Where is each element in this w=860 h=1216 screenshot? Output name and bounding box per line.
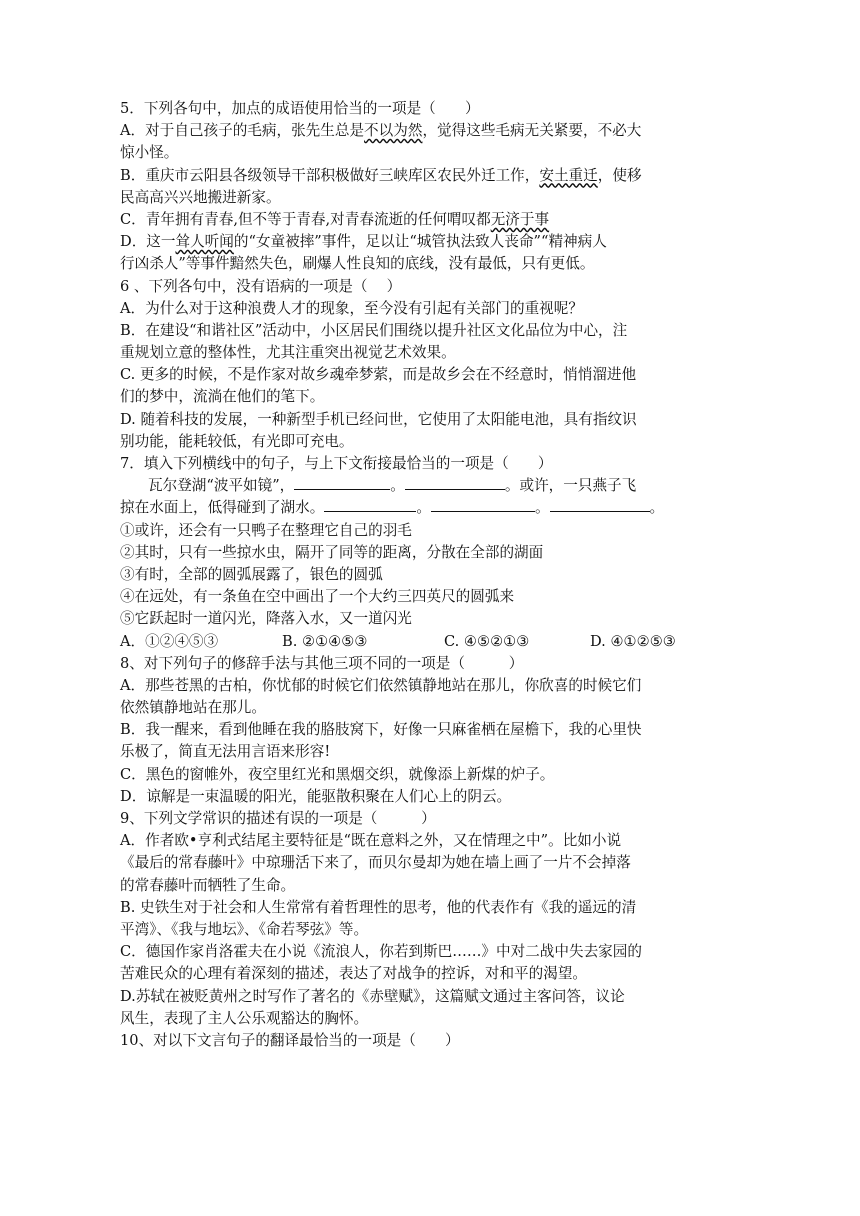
q9-option-b-line2: 平湾》、《我与地坛》、《命若琴弦》等。 [120,920,369,938]
q6-option-b-line1: B．在建设“和谐社区”活动中，小区居民们围绕以提升社区文化品位为中心，注 [120,321,628,339]
q5-c-idiom: 无济于事 [490,210,550,228]
q7-blank-2 [405,475,505,490]
q6-option-a: A．为什么对于这种浪费人才的现象，至今没有引起有关部门的重视呢？ [120,299,583,317]
q6-option-d-line2: 别功能，能耗较低，有光即可充电。 [120,432,354,450]
q7-sentence-1: ①或许，还会有一只鸭子在整理它自己的羽毛 [120,521,412,539]
q7-blank-5 [550,497,650,512]
q6-option-b-line2: 重规划立意的整体性，尤其注重突出视觉艺术效果。 [120,344,456,362]
q5-d-idiom: 耸人听闻 [175,233,234,251]
q7-passage-text-post: 。或许，一只燕子飞 [504,477,637,495]
q9-option-a-line2: 《最后的常春藤叶》中琼珊活下来了，而贝尔曼却为她在墙上画了一片不会掉落 [120,854,631,872]
document-page [120,98,738,1052]
q7-passage-text-2: 掠在水面上，低得碰到了湖水。 [120,499,325,517]
q5-b-text: B．重庆市云阳县各级领导干部积极做好三峡库区农民外迁工作， [120,166,540,184]
q5-option-c [120,209,738,231]
q6-option-c-line2: 们的梦中，流淌在他们的笔下。 [120,388,325,406]
q7-sentence-4: ④在远处，有一条鱼在空中画出了一个大约三四英尺的圆弧来 [120,588,515,606]
q10-stem: 10、对以下文言句子的翻译最恰当的一项是（ ） [120,1031,460,1049]
q7-period: 。 [534,499,550,517]
q7-period: 。 [390,477,405,495]
q7-sentence-2: ②其时，只有一些掠水虫，隔开了同等的距离，分散在全部的湖面 [120,543,544,561]
q8-option-a-line2: 依然镇静地站在那儿。 [120,699,266,717]
q9-option-d-line2: 风生，表现了主人公乐观豁达的胸怀。 [120,1009,369,1027]
q5-a-text-post: ，觉得这些毛病无关紧要，不必大 [422,122,642,140]
q9-stem: 9、下列文学常识的描述有误的一项是（ ） [120,810,436,827]
q8-option-c: C．黑色的窗帷外，夜空里红光和黑烟交织，就像添上新煤的炉子。 [120,765,555,783]
q7-option-a: A．①②④⑤③ [120,632,219,650]
q7-options [120,631,738,653]
q5-b-text-post: ，使移 [597,166,642,184]
q8-stem: 8、对下列句子的修辞手法与其他三项不同的一项是（ ） [120,654,524,672]
q7-passage-line2 [120,497,738,519]
q9-option-b-line1: B. 史铁生对于社会和人生常常有着哲理性的思考，他的代表作有《我的遥远的清 [120,898,637,916]
q7-passage-text: 瓦尔登湖“波平如镜”， [148,477,295,495]
q7-option-c: C. ④⑤②①③ [444,632,530,650]
q5-option-b-line2: 民高高兴兴地搬进新家。 [120,188,281,206]
q5-option-a-line1 [120,120,738,142]
q9-option-a-line1: A．作者欧•亨利式结尾主要特征是“既在意料之外，又在情理之中”。比如小说 [120,832,622,850]
q8-option-b-line2: 乐极了，简直无法用言语来形容! [120,743,331,761]
q5-c-text: C．青年拥有青春,但不等于青春,对青春流逝的任何喟叹都 [120,210,491,228]
q6-stem: 6 、下列各句中，没有语病的一项是（ ） [120,277,402,295]
q5-b-idiom: 安土重迁 [539,166,598,184]
q5-option-b-line1 [120,165,738,187]
q7-blank-3 [324,497,416,512]
q6-option-c-line1: C. 更多的时候，不是作家对故乡魂牵梦萦，而是故乡会在不经意时，悄悄溜进他 [120,366,637,384]
q7-sentence-3: ③有时，全部的圆弧展露了，银色的圆弧 [120,565,383,583]
q7-option-b: B. ②①④⑤③ [282,632,368,650]
q5-d-text: D．这一 [120,233,176,251]
q7-period: 。 [416,499,431,517]
q8-option-b-line1: B．我一醒来，看到他睡在我的胳肢窝下，好像一只麻雀栖在屋檐下，我的心里快 [120,721,642,739]
q5-option-d-line2: 行凶杀人”等事件黯然失色，刷爆人性良知的底线，没有最低，只有更低。 [120,255,595,273]
q7-blank-4 [431,497,535,512]
q9-option-c-line1: C．德国作家肖洛霍夫在小说《流浪人，你若到斯巴……》中对二战中失去家园的 [120,943,642,961]
q5-a-idiom: 不以为然 [364,122,423,140]
q8-option-d: D．谅解是一束温暖的阳光，能驱散积聚在人们心上的阴云。 [120,787,512,805]
q5-d-text-post: 的“女童被摔”事件，足以让“城管执法致人丧命”“精神病人 [233,233,607,251]
q9-option-d-line1: D.苏轼在被贬黄州之时写作了著名的《赤壁赋》，这篇赋文通过主客问答，议论 [120,987,625,1005]
q9-option-c-line2: 苦难民众的心理有着深刻的描述，表达了对战争的控诉，对和平的渴望。 [120,965,588,983]
q7-period: 。 [649,499,665,517]
q5-stem: 5．下列各句中，加点的成语使用恰当的一项是（ ） [120,100,480,117]
q8-option-a-line1: A．那些苍黑的古柏，你忧郁的时候它们依然镇静地站在那儿，你欣喜的时候它们 [120,676,642,694]
q7-sentence-5: ⑤它跃起时一道闪光，降落入水，又一道闪光 [120,610,412,628]
q7-passage-line1 [120,475,738,497]
q9-option-a-line3: 的常春藤叶而牺牲了生命。 [120,876,296,894]
q7-blank-1 [294,475,390,490]
q6-option-d-line1: D. 随着科技的发展，一种新型手机已经问世，它使用了太阳能电池，具有指纹识 [120,410,637,428]
q7-stem: 7．填入下列横线中的句子，与上下文衔接最恰当的一项是（ ） [120,455,553,472]
q5-option-d-line1 [120,231,738,253]
q7-option-d: D. ④①②⑤③ [590,632,676,650]
q5-a-text: A．对于自己孩子的毛病，张先生总是 [120,122,365,140]
q5-option-a-line2: 惊小怪。 [120,144,179,162]
